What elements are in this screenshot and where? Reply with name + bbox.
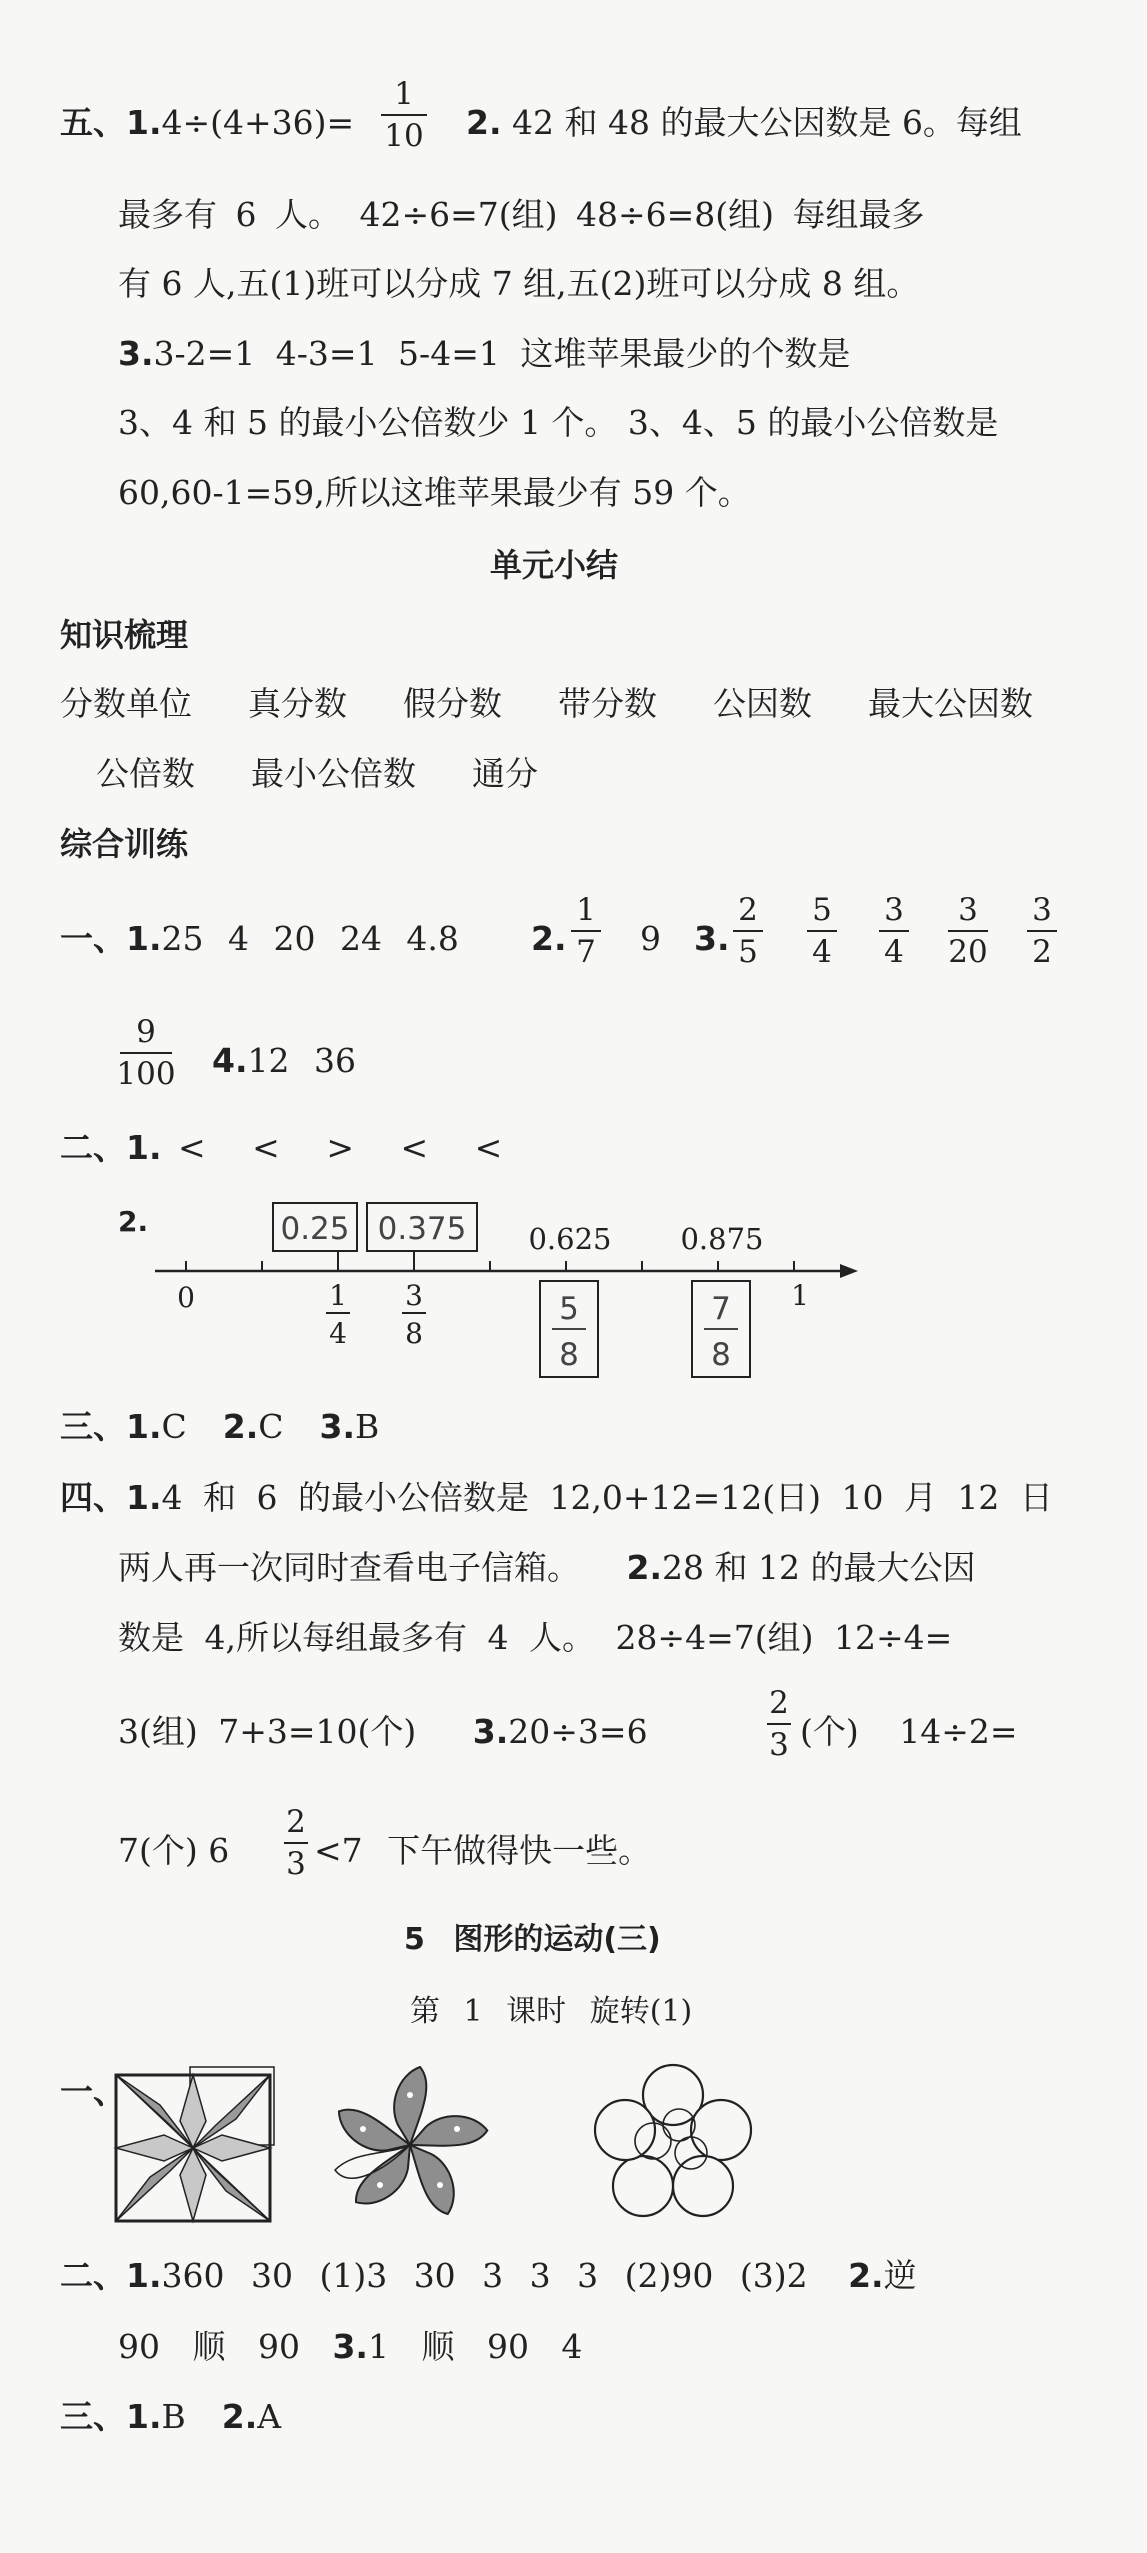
p1-label: 一、1.: [60, 919, 162, 958]
p4-q3-label: 3.: [472, 1712, 509, 1751]
fraction-bar: [767, 1723, 791, 1725]
term: 真分数: [248, 684, 347, 723]
term: 假分数: [403, 684, 502, 723]
fraction-numerator: 9: [136, 1014, 156, 1050]
term: 分数单位: [60, 684, 192, 723]
p4-text2a: 两人再一次同时查看电子信箱。: [118, 1548, 580, 1587]
p1-q4: 12 36: [247, 1041, 356, 1080]
unit5-s2-q2-label: 2.: [848, 2256, 884, 2295]
unit5-s3-line: [60, 2395, 281, 2439]
p4-text4a: 3(组) 7+3=10(个): [118, 1712, 417, 1751]
unit5-s2-q2: 逆: [883, 2256, 917, 2295]
fraction-numerator: 2: [286, 1804, 306, 1840]
p1-q2-fraction: [556, 892, 616, 970]
rotated-flower-figure: [325, 2060, 495, 2230]
q5-1-fraction: [374, 76, 434, 154]
p4-line1: [60, 1476, 1053, 1520]
p2-symbol: <: [252, 1128, 280, 1167]
fraction-numerator: 1: [394, 76, 414, 112]
p4-text2b: 28 和 12 的最大公因: [662, 1548, 976, 1587]
p4-fraction-2: [278, 1804, 314, 1882]
fraction-denominator: 5: [738, 934, 758, 970]
p4-line5b: <7 下午做得快一些。: [314, 1831, 652, 1870]
p1-q3-fraction-1: [718, 892, 778, 970]
fraction-numerator: 3: [958, 892, 978, 928]
fraction-denominator: 7: [576, 934, 596, 970]
unit5-lesson: 第 1 课时 旋转(1): [410, 1994, 693, 2029]
frac-1-4-num: 1: [329, 1279, 347, 1312]
p1-q3-fraction-4: [938, 892, 998, 970]
number-line-diagram: [140, 1195, 900, 1395]
p1-q3-fraction-6: [114, 1014, 178, 1092]
p4-line2: [118, 1546, 975, 1590]
q5-2-line1: [466, 101, 1022, 145]
q5-2-text1: 42 和 48 的最大公因数是 6。每组: [512, 103, 1022, 142]
fraction-denominator: 100: [116, 1056, 176, 1092]
unit5-s2-line1: [60, 2254, 917, 2298]
q5-1-label: 五、1.: [60, 103, 162, 142]
p4-fraction-1: [761, 1685, 797, 1763]
fraction-numerator: 3: [1032, 892, 1052, 928]
p4-label: 四、1.: [60, 1478, 162, 1517]
term: 最大公因数: [868, 684, 1033, 723]
frac-3-8-num: 3: [405, 1279, 423, 1312]
p1-q4-label: 4.: [212, 1041, 248, 1080]
p4-line5a: 7(个) 6: [118, 1831, 230, 1870]
fraction-denominator: 2: [1032, 934, 1052, 970]
term: 最小公倍数: [251, 754, 416, 793]
term: 公倍数: [96, 754, 195, 793]
q5-line1: [60, 101, 354, 145]
p1-q3-fraction-3: [864, 892, 924, 970]
q5-2-line2: 最多有 6 人。 42÷6=7(组) 48÷6=8(组) 每组最多: [118, 195, 925, 234]
unit5-s2-q3: 1 顺 90 4: [367, 2327, 583, 2366]
unit5-s3-a2: A: [257, 2397, 282, 2436]
fraction-bar: [120, 1052, 172, 1054]
q5-3-line1: [118, 332, 850, 376]
p2-symbol: >: [326, 1128, 354, 1167]
terms-row1: [60, 682, 1033, 726]
q5-3-label: 3.: [118, 334, 154, 373]
p4-q2-label: 2.: [626, 1548, 662, 1587]
fraction-bar: [1027, 930, 1057, 932]
p3-q3-label: 3.: [319, 1407, 355, 1446]
p4-line4-tail: (个) 14÷2=: [800, 1712, 1018, 1751]
p2-line1: [60, 1126, 502, 1170]
fraction-denominator: 4: [884, 934, 904, 970]
unit5-s2-text2: 90 顺 90: [118, 2327, 300, 2366]
unit5-s2-line2: [118, 2325, 582, 2369]
p4-line4: [118, 1710, 648, 1754]
p1-q4-line: [212, 1039, 356, 1083]
frac-5-8-den: 8: [559, 1337, 579, 1373]
term: 公因数: [713, 684, 812, 723]
p2-q2-label: 2.: [118, 1205, 149, 1238]
decimal-0.25: 0.25: [280, 1211, 350, 1247]
p3-line: [60, 1405, 379, 1449]
fraction-denominator: 4: [812, 934, 832, 970]
fraction-denominator: 20: [948, 934, 988, 970]
unit5-s2-label: 二、1.: [60, 2256, 162, 2295]
unit5-title: 5 图形的运动(三): [404, 1922, 661, 1957]
label-end: 1: [791, 1279, 809, 1312]
fraction-bar: [879, 930, 909, 932]
p1-q2-label: 2.: [531, 919, 567, 958]
unit5-s3-q2-label: 2.: [221, 2397, 258, 2436]
rotated-star-figure: [110, 2065, 280, 2225]
practice-heading: 综合训练: [60, 825, 189, 863]
terms-row2: [96, 752, 538, 796]
frac-5-8-num: 5: [559, 1291, 579, 1327]
fraction-numerator: 2: [769, 1685, 789, 1721]
q5-3-text1: 3-2=1 4-3=1 5-4=1 这堆苹果最少的个数是: [153, 334, 851, 373]
fraction-denominator: 3: [769, 1727, 789, 1763]
frac-1-4-den: 4: [329, 1317, 347, 1350]
term: 带分数: [558, 684, 657, 723]
p3-a2: C: [258, 1407, 284, 1446]
p1-q3-fraction-5: [1012, 892, 1072, 970]
p1-q3-label: 3.: [694, 919, 730, 958]
q5-2-label: 2.: [466, 103, 502, 142]
fraction-bar: [571, 930, 601, 932]
fraction-bar: [807, 930, 837, 932]
p4-text4b: 20÷3=6: [508, 1712, 648, 1751]
arrowhead: [840, 1264, 858, 1278]
p3-label: 三、1.: [60, 1407, 162, 1446]
fraction-numerator: 1: [576, 892, 596, 928]
fraction-bar: [381, 114, 427, 116]
q5-3-line3: 60,60-1=59,所以这堆苹果最少有 59 个。: [118, 473, 751, 512]
q5-2-line3: 有 6 人,五(1)班可以分成 7 组,五(2)班可以分成 8 组。: [118, 264, 920, 303]
q5-3-line2: 3、4 和 5 的最小公倍数少 1 个。 3、4、5 的最小公倍数是: [118, 403, 999, 442]
decimal-0.375: 0.375: [377, 1211, 467, 1247]
decimal-0.875: 0.875: [680, 1222, 764, 1256]
p2-label: 二、1.: [60, 1128, 162, 1167]
fraction-numerator: 2: [738, 892, 758, 928]
p1-q2-tail: 9: [640, 919, 661, 958]
fraction-numerator: 5: [812, 892, 832, 928]
frac-3-8-den: 8: [405, 1317, 423, 1350]
p2-symbol: <: [474, 1128, 503, 1167]
p3-a1: C: [161, 1407, 187, 1446]
rotated-circles-figure: [585, 2060, 755, 2230]
term: 通分: [472, 754, 538, 793]
fraction-bar: [284, 1842, 308, 1844]
p3-q2-label: 2.: [222, 1407, 259, 1446]
summary-title: 单元小结: [490, 546, 619, 584]
unit5-s3-label: 三、1.: [60, 2397, 162, 2436]
fraction-numerator: 3: [884, 892, 904, 928]
decimal-0.625: 0.625: [528, 1222, 612, 1256]
unit5-s3-a1: B: [161, 2397, 186, 2436]
unit5-s2-q3-label: 3.: [332, 2327, 368, 2366]
p2-symbol: <: [178, 1128, 206, 1167]
frac-7-8-den: 8: [711, 1337, 731, 1373]
p1-q1: 25 4 20 24 4.8: [161, 919, 459, 958]
fraction-bar: [948, 930, 988, 932]
p4-line3: 数是 4,所以每组最多有 4 人。 28÷4=7(组) 12÷4=: [118, 1618, 953, 1657]
knowledge-heading: 知识梳理: [60, 616, 189, 654]
p1-q3-fraction-2: [792, 892, 852, 970]
label-start: 0: [177, 1281, 195, 1314]
unit5-s2-text1: 360 30 (1)3 30 3 3 3 (2)90 (3)2: [161, 2256, 808, 2295]
p1-line1: [60, 917, 459, 961]
p4-text1: 4 和 6 的最小公倍数是 12,0+12=12(日) 10 月 12 日: [161, 1478, 1053, 1517]
frac-7-8-num: 7: [711, 1291, 731, 1327]
q5-1-expr: 4÷(4+36)=: [161, 103, 355, 142]
p2-symbol: <: [400, 1128, 429, 1167]
fraction-bar: [733, 930, 763, 932]
fraction-denominator: 10: [384, 118, 424, 154]
fraction-denominator: 3: [286, 1846, 306, 1882]
p3-a3: B: [355, 1407, 380, 1446]
unit5-s1-label: 一、: [60, 2072, 126, 2111]
